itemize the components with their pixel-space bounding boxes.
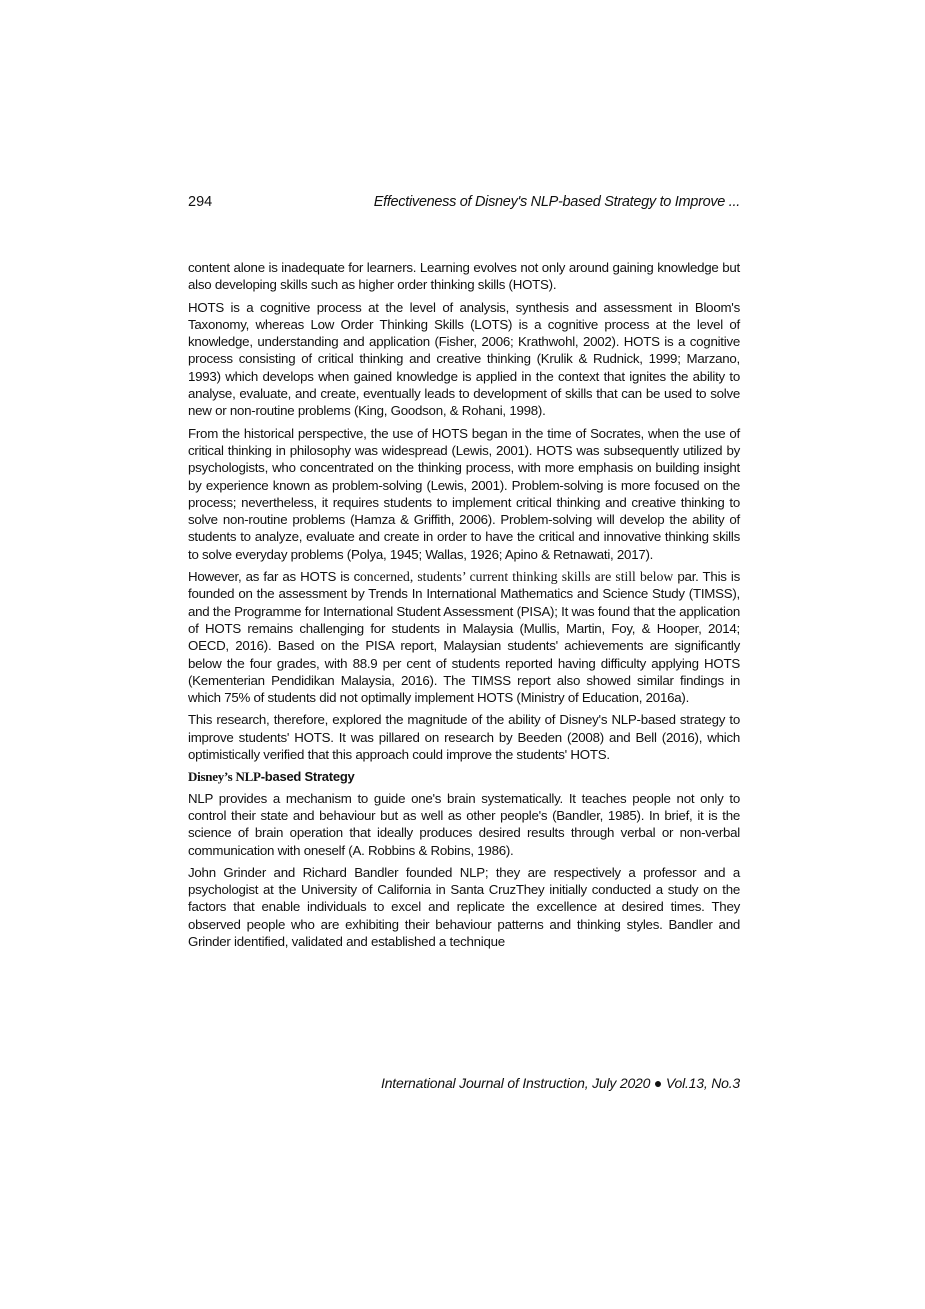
text-run: However, as far as HOTS is c [188,569,360,585]
paragraph: This research, therefore, explored the magnitude of the ability of Disney's NLP-based strategy to improve students' HOTS. It was pillared on research by Beeden (2008) and Bell (2016), which optimistically verified that this approach could improve the students' HOTS. [188,712,740,763]
body-text [188,259,740,955]
paragraph: NLP provides a mechanism to guide one's brain systematically. It teaches people not only to control their state and behaviour but as well as other people's (Bandler, 1985). In brief, it is the science of brain operation that ideally produces desired results through verbal or non-verbal communication with oneself (A. Robbins & Robins, 1986). [188,790,740,858]
running-title: Effectiveness of Disney's NLP-based Strategy to Improve ... [373,194,740,210]
paragraph: content alone is inadequate for learners. Learning evolves not only around gaining knowledge but also developing skills such as higher order thinking skills (HOTS). [188,260,740,293]
heading-part: -based Strategy [260,769,355,785]
text-run: oncerned, students’ current thinking skills are still below [360,569,674,585]
page-number: 294 [188,194,213,210]
paragraph [188,568,740,706]
text-run: par. This is founded on the assessment by Trends In International Mathematics and Science Study (TIMSS), and the Programme for International Student Assessment (PISA); It was found that the application of HOTS remains challenging for students in Malaysia (Mullis, Martin, Foy, & Hooper, 2014; OECD, 2016). Based on the PISA report, Malaysian students' achievements are significantly below the four grades, with 88.9 per cent of students reported having difficulty applying HOTS (Kementerian Pendidikan Malaysia, 2016). The TIMSS report also showed similar findings in which 75% of students did not optimally implement HOTS (Ministry of Education, 2016a). [188,569,740,706]
section-heading [188,768,740,785]
paragraph: John Grinder and Richard Bandler founded NLP; they are respectively a professor and a psychologist at the University of California in Santa CruzThey initially conducted a study on the factors that enable individuals to excel and replicate the excellence at desired times. They observed people who are exhibiting their behaviour patterns and thinking styles. Bandler and Grinder identified, validated and established a technique [188,864,740,949]
paragraph: HOTS is a cognitive process at the level of analysis, synthesis and assessment in Bloom's Taxonomy, whereas Low Order Thinking Skills (LOTS) is a cognitive process at the level of knowledge, understanding and application (Fisher, 2006; Krathwohl, 2002). HOTS is a cognitive process consisting of critical thinking and creative thinking (Krulik & Rudnick, 1999; Marzano, 1993) which develops when gained knowledge is applied in the context that ignites the ability to analyse, evaluate, and create, eventually leads to development of skills that can be used to solve new or non-routine problems (King, Goodson, & Rohani, 1998). [188,299,740,419]
heading-part: Disney’s NLP [188,769,261,785]
paragraph: From the historical perspective, the use of HOTS began in the time of Socrates, when the use of critical thinking in philosophy was widespread (Lewis, 2001). HOTS was subsequently utilized by psychologists, who concentrated on the thinking process, with more emphasis on building insight by experience known as problem-solving (Lewis, 2001). Problem-solving is more focused on the process; nevertheless, it requires students to implement critical thinking and creative thinking to solve non-routine problems (Hamza & Griffith, 2006). Problem-solving will develop the ability of students to analyze, evaluate and create in order to have the critical and innovative thinking skills to solve everyday problems (Polya, 1945; Wallas, 1926; Apino & Retnawati, 2017). [188,425,740,562]
running-header [188,194,740,214]
journal-footer: International Journal of Instruction, July 2020 ● Vol.13, No.3 [381,1075,740,1091]
